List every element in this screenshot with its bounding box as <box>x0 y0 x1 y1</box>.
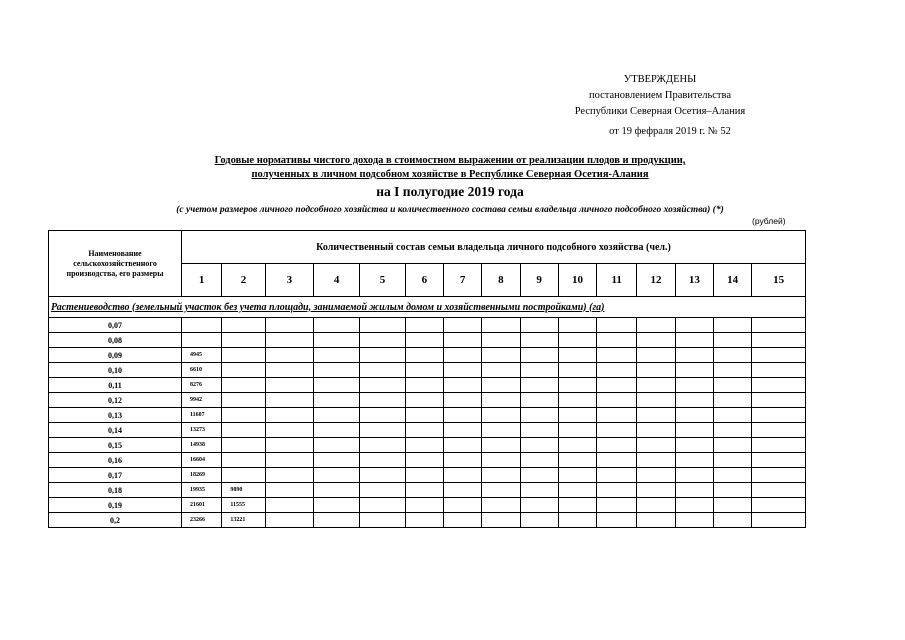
table-cell <box>222 363 265 378</box>
column-header-3: 3 <box>265 264 313 297</box>
table-cell <box>558 378 596 393</box>
table-cell <box>443 483 481 498</box>
table-cell <box>314 438 360 453</box>
column-header-4: 4 <box>314 264 360 297</box>
table-cell <box>482 363 520 378</box>
table-cell <box>265 408 313 423</box>
units-label: (рублей) <box>752 216 786 226</box>
table-cell <box>713 348 751 363</box>
table-cell <box>265 468 313 483</box>
table-cell <box>314 468 360 483</box>
table-cell <box>314 408 360 423</box>
table-cell <box>558 348 596 363</box>
table-row <box>49 363 806 378</box>
table-cell <box>405 423 443 438</box>
table-cell <box>360 468 405 483</box>
table-cell <box>675 333 713 348</box>
table-cell <box>637 333 675 348</box>
table-cell <box>482 483 520 498</box>
table-cell <box>520 513 558 528</box>
table-cell <box>637 468 675 483</box>
table-cell <box>443 333 481 348</box>
table-cell <box>482 423 520 438</box>
table-cell <box>752 438 806 453</box>
table-cell <box>314 348 360 363</box>
table-cell <box>637 348 675 363</box>
row-label: 0,07 <box>49 318 182 333</box>
table-cell <box>314 423 360 438</box>
table-cell <box>597 318 637 333</box>
table-cell <box>597 483 637 498</box>
column-header-12: 12 <box>637 264 675 297</box>
table-cell <box>360 438 405 453</box>
table-cell <box>752 318 806 333</box>
table-cell <box>675 483 713 498</box>
table-cell <box>713 318 751 333</box>
table-cell <box>222 468 265 483</box>
table-cell <box>265 423 313 438</box>
column-header-5: 5 <box>360 264 405 297</box>
table-cell <box>637 408 675 423</box>
table-cell <box>265 333 313 348</box>
table-cell <box>405 408 443 423</box>
document-note: (с учетом размеров личного подсобного хозяйства и количественного состава семьи владельца личного подсобного хозяйства) (*) <box>176 205 724 215</box>
table-cell <box>265 363 313 378</box>
title-line-1: Годовые нормативы чистого дохода в стоимостном выражении от реализации плодов и продукции, <box>214 155 686 166</box>
table-cell <box>637 423 675 438</box>
table-cell <box>314 393 360 408</box>
table-row <box>49 378 806 393</box>
table-cell <box>360 318 405 333</box>
table-cell <box>713 513 751 528</box>
table-cell <box>360 453 405 468</box>
table-cell <box>482 318 520 333</box>
document-subtitle: на I полугодие 2019 года <box>376 184 524 199</box>
table-cell <box>360 513 405 528</box>
table-cell: 13221 <box>222 513 265 528</box>
table-row <box>49 318 806 333</box>
table-cell <box>597 333 637 348</box>
table-cell <box>558 498 596 513</box>
table-cell: 18269 <box>182 468 222 483</box>
table-cell <box>314 453 360 468</box>
table-cell <box>360 498 405 513</box>
table-cell <box>597 378 637 393</box>
table-cell <box>405 483 443 498</box>
table-cell <box>675 318 713 333</box>
table-cell <box>637 483 675 498</box>
table-cell <box>482 513 520 528</box>
table-cell <box>443 498 481 513</box>
table-cell <box>752 483 806 498</box>
table-row <box>49 423 806 438</box>
table-cell <box>405 348 443 363</box>
table-cell <box>182 318 222 333</box>
row-label: 0,2 <box>49 513 182 528</box>
table-cell <box>597 348 637 363</box>
row-label: 0,09 <box>49 348 182 363</box>
table-cell <box>675 408 713 423</box>
table-cell <box>265 483 313 498</box>
table-cell <box>675 363 713 378</box>
table-cell <box>314 363 360 378</box>
table-cell <box>443 468 481 483</box>
table-cell <box>558 453 596 468</box>
table-cell <box>360 423 405 438</box>
section-title: Растениеводство (земельный участок без учета площади, занимаемой жилым домом и хозяйственными постройками) (га) <box>49 297 806 318</box>
table-cell <box>597 468 637 483</box>
column-header-7: 7 <box>443 264 481 297</box>
column-header-15: 15 <box>752 264 806 297</box>
table-cell: 6610 <box>182 363 222 378</box>
row-label: 0,19 <box>49 498 182 513</box>
column-header-2: 2 <box>222 264 265 297</box>
table-cell <box>520 318 558 333</box>
table-cell <box>482 438 520 453</box>
table-cell <box>222 408 265 423</box>
table-cell <box>597 423 637 438</box>
table-cell <box>443 453 481 468</box>
table-cell <box>222 318 265 333</box>
table-cell <box>752 333 806 348</box>
table-cell <box>713 333 751 348</box>
table-cell <box>265 318 313 333</box>
table-cell <box>752 468 806 483</box>
table-cell <box>360 408 405 423</box>
table-cell <box>558 468 596 483</box>
table-cell <box>405 378 443 393</box>
table-cell <box>675 393 713 408</box>
table-cell <box>520 453 558 468</box>
table-cell <box>405 363 443 378</box>
table-cell <box>314 318 360 333</box>
table-cell <box>713 423 751 438</box>
table-cell <box>520 498 558 513</box>
table-cell <box>360 393 405 408</box>
table-cell <box>314 498 360 513</box>
table-cell <box>265 513 313 528</box>
table-cell <box>222 453 265 468</box>
table-cell <box>482 498 520 513</box>
table-cell <box>675 378 713 393</box>
table-cell <box>265 453 313 468</box>
table-cell <box>222 438 265 453</box>
table-cell <box>558 483 596 498</box>
table-cell <box>360 378 405 393</box>
table-cell <box>597 408 637 423</box>
table-row <box>49 348 806 363</box>
table-cell <box>520 408 558 423</box>
table-cell <box>405 498 443 513</box>
column-header-1: 1 <box>182 264 222 297</box>
table-cell <box>675 468 713 483</box>
table-cell <box>443 363 481 378</box>
row-label: 0,11 <box>49 378 182 393</box>
table-cell <box>675 453 713 468</box>
table-cell <box>675 438 713 453</box>
column-header-6: 6 <box>405 264 443 297</box>
table-cell <box>675 498 713 513</box>
table-cell <box>482 408 520 423</box>
table-cell <box>675 423 713 438</box>
table-cell <box>637 318 675 333</box>
table-cell <box>520 423 558 438</box>
table-cell <box>443 318 481 333</box>
table-row <box>49 453 806 468</box>
table-cell <box>637 498 675 513</box>
table-cell <box>713 498 751 513</box>
table-cell <box>637 438 675 453</box>
table-cell: 13273 <box>182 423 222 438</box>
table-row <box>49 468 806 483</box>
table-cell <box>713 453 751 468</box>
table-cell <box>558 513 596 528</box>
row-label: 0,14 <box>49 423 182 438</box>
table-cell <box>520 393 558 408</box>
title-line-2: полученных в личном подсобном хозяйстве в Республике Северная Осетия-Алания <box>251 169 649 180</box>
table-cell <box>443 378 481 393</box>
table-cell <box>752 453 806 468</box>
column-header-11: 11 <box>597 264 637 297</box>
row-label: 0,10 <box>49 363 182 378</box>
table-cell <box>637 378 675 393</box>
table-cell <box>637 453 675 468</box>
table-cell <box>182 333 222 348</box>
table-cell <box>482 393 520 408</box>
table-cell: 14938 <box>182 438 222 453</box>
approval-line-3: Республики Северная Осетия–Алания <box>574 106 746 117</box>
table-cell <box>558 438 596 453</box>
table-cell: 4945 <box>182 348 222 363</box>
table-cell <box>443 348 481 363</box>
table-cell <box>360 363 405 378</box>
table-cell <box>405 453 443 468</box>
table-cell <box>265 438 313 453</box>
table-cell <box>558 423 596 438</box>
table-cell <box>675 513 713 528</box>
table-cell <box>222 378 265 393</box>
family-size-header: Количественный состав семьи владельца личного подсобного хозяйства (чел.) <box>182 231 806 264</box>
table-cell <box>713 468 751 483</box>
income-norms-table <box>48 230 806 528</box>
table-cell <box>482 333 520 348</box>
table-cell <box>360 348 405 363</box>
table-cell <box>482 453 520 468</box>
table-cell: 19935 <box>182 483 222 498</box>
table-cell <box>443 408 481 423</box>
table-cell <box>752 408 806 423</box>
table-cell <box>752 498 806 513</box>
table-cell <box>637 513 675 528</box>
table-cell: 8276 <box>182 378 222 393</box>
row-label: 0,08 <box>49 333 182 348</box>
table-cell <box>405 438 443 453</box>
table-cell <box>713 438 751 453</box>
table-cell <box>520 438 558 453</box>
table-cell <box>520 333 558 348</box>
table-cell <box>360 333 405 348</box>
table-cell <box>752 393 806 408</box>
name-column-header: Наименование сельскохозяйственного производства, его размеры <box>49 231 182 297</box>
table-cell <box>314 333 360 348</box>
table-cell: 11607 <box>182 408 222 423</box>
table-cell <box>558 363 596 378</box>
table-cell <box>752 348 806 363</box>
table-cell <box>405 513 443 528</box>
table-cell <box>443 513 481 528</box>
table-cell <box>520 483 558 498</box>
table-cell <box>597 438 637 453</box>
table-cell <box>558 333 596 348</box>
table-cell <box>752 513 806 528</box>
column-header-10: 10 <box>558 264 596 297</box>
table-cell <box>597 453 637 468</box>
approval-line-1: УТВЕРЖДЕНЫ <box>623 74 697 85</box>
table-cell: 23266 <box>182 513 222 528</box>
table-cell <box>713 363 751 378</box>
table-row <box>49 408 806 423</box>
table-row <box>49 498 806 513</box>
table-cell <box>558 318 596 333</box>
row-label: 0,12 <box>49 393 182 408</box>
table-cell: 21601 <box>182 498 222 513</box>
table-cell <box>713 378 751 393</box>
table-cell <box>222 348 265 363</box>
table-cell: 9942 <box>182 393 222 408</box>
approval-line-2: постановлением Правительства <box>588 90 731 101</box>
row-label: 0,18 <box>49 483 182 498</box>
table-cell <box>443 438 481 453</box>
table-cell <box>675 348 713 363</box>
table-cell <box>314 513 360 528</box>
row-label: 0,16 <box>49 453 182 468</box>
table-cell <box>597 363 637 378</box>
table-cell <box>597 393 637 408</box>
table-cell <box>713 483 751 498</box>
table-cell <box>405 393 443 408</box>
table-cell <box>222 393 265 408</box>
document-title <box>40 154 860 182</box>
table-cell <box>713 393 751 408</box>
table-cell <box>637 393 675 408</box>
table-cell: 11555 <box>222 498 265 513</box>
column-header-8: 8 <box>482 264 520 297</box>
table-row <box>49 438 806 453</box>
table-cell <box>752 378 806 393</box>
table-cell <box>520 363 558 378</box>
table-cell: 16604 <box>182 453 222 468</box>
table-row <box>49 513 806 528</box>
table-cell <box>360 483 405 498</box>
table-cell <box>405 468 443 483</box>
table-cell <box>314 378 360 393</box>
row-label: 0,13 <box>49 408 182 423</box>
table-cell <box>222 333 265 348</box>
table-cell <box>752 423 806 438</box>
section-row <box>49 297 806 318</box>
column-header-14: 14 <box>713 264 751 297</box>
table-cell <box>713 408 751 423</box>
table-cell <box>558 408 596 423</box>
table-cell <box>597 498 637 513</box>
table-cell <box>482 348 520 363</box>
table-cell <box>405 333 443 348</box>
table-cell <box>558 393 596 408</box>
table-cell <box>520 348 558 363</box>
table-cell <box>597 513 637 528</box>
table-cell <box>482 468 520 483</box>
table-row <box>49 483 806 498</box>
table-cell <box>265 348 313 363</box>
column-header-9: 9 <box>520 264 558 297</box>
table-cell <box>520 468 558 483</box>
table-cell <box>265 393 313 408</box>
row-label: 0,17 <box>49 468 182 483</box>
table-cell <box>482 378 520 393</box>
table-row <box>49 393 806 408</box>
table-cell <box>752 363 806 378</box>
approval-block <box>540 72 780 140</box>
table-cell <box>443 393 481 408</box>
table-cell <box>265 498 313 513</box>
table-cell <box>314 483 360 498</box>
table-cell <box>520 378 558 393</box>
table-row <box>49 333 806 348</box>
table-cell <box>405 318 443 333</box>
table-cell: 9890 <box>222 483 265 498</box>
approval-date: от 19 фефраля 2019 г. № 52 <box>609 126 731 137</box>
table-cell <box>222 423 265 438</box>
row-label: 0,15 <box>49 438 182 453</box>
table-cell <box>443 423 481 438</box>
column-header-13: 13 <box>675 264 713 297</box>
table-cell <box>265 378 313 393</box>
table-cell <box>637 363 675 378</box>
